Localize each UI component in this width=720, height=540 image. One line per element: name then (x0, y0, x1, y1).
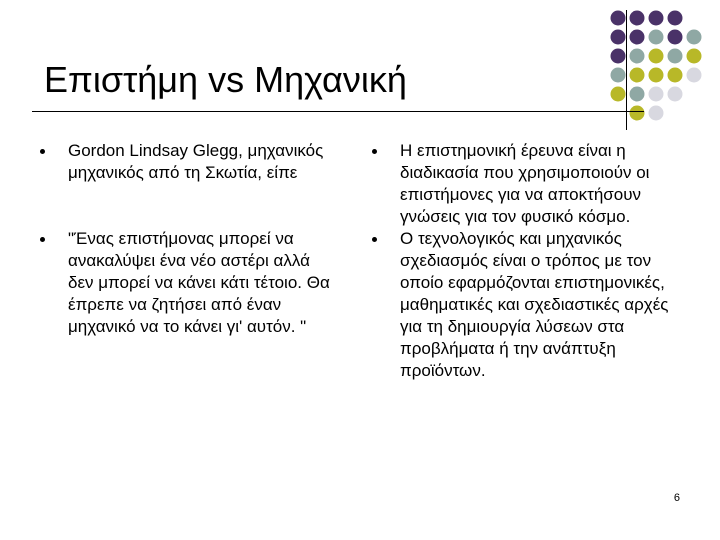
decorative-dot (630, 68, 645, 83)
vertical-divider (626, 10, 627, 130)
decorative-dot (668, 11, 683, 26)
decorative-dot (687, 49, 702, 64)
page-number: 6 (673, 492, 680, 504)
decorative-dot (611, 30, 626, 45)
slide-title: Επιστήμη vs Μηχανική (44, 59, 407, 100)
decorative-dot (630, 11, 645, 26)
decorative-dot (668, 49, 683, 64)
list-item (372, 228, 672, 382)
list-item (40, 228, 340, 338)
bullet-icon (40, 149, 45, 154)
list-item-text: Gordon Lindsay Glegg, μηχανικός μηχανικός από τη Σκωτία, είπε (68, 141, 324, 182)
decorative-dot (630, 49, 645, 64)
decorative-dot (668, 30, 683, 45)
decorative-dot (649, 106, 664, 121)
decorative-dot (687, 30, 702, 45)
decorative-dot (668, 68, 683, 83)
bullet-icon (372, 149, 377, 154)
right-bullet-list (372, 140, 672, 382)
decorative-dot (611, 68, 626, 83)
decorative-dot (668, 87, 683, 102)
title-underline (32, 111, 644, 112)
decorative-dot (687, 68, 702, 83)
list-item-text: "Ένας επιστήμονας μπορεί να ανακαλύψει ένα νέο αστέρι αλλά δεν μπορεί να κάνει κάτι τέτοιο. Θα έπρεπε να ζητήσει από έναν μηχανικό να το κάνει γι' αυτόν. " (68, 229, 330, 336)
decorative-dot (649, 11, 664, 26)
decorative-dot (649, 87, 664, 102)
bullet-icon (372, 237, 377, 242)
decorative-dot (611, 49, 626, 64)
list-item (372, 140, 672, 228)
decorative-dot (611, 87, 626, 102)
left-bullet-list (40, 140, 340, 360)
decorative-dot (649, 49, 664, 64)
list-item-text: Η επιστημονική έρευνα είναι η διαδικασία που χρησιμοποιούν οι επιστήμονες για να αποκτήσουν γνώσεις για τον φυσικό κόσμο. (400, 141, 650, 226)
decorative-dot (630, 30, 645, 45)
decorative-dot (649, 68, 664, 83)
decorative-dot (611, 11, 626, 26)
list-item (40, 140, 340, 184)
decorative-dot (630, 87, 645, 102)
list-item-text: Ο τεχνολογικός και μηχανικός σχεδιασμός είναι ο τρόπος με τον οποίο εφαρμόζονται επιστημονικές, μαθηματικές και σχεδιαστικές αρχές για τη δημιουργία λύσεων στα προβλήματα ή την ανάπτυξη προϊόντων. (400, 229, 669, 380)
decorative-dot (630, 106, 645, 121)
decorative-dot (649, 30, 664, 45)
bullet-icon (40, 237, 45, 242)
